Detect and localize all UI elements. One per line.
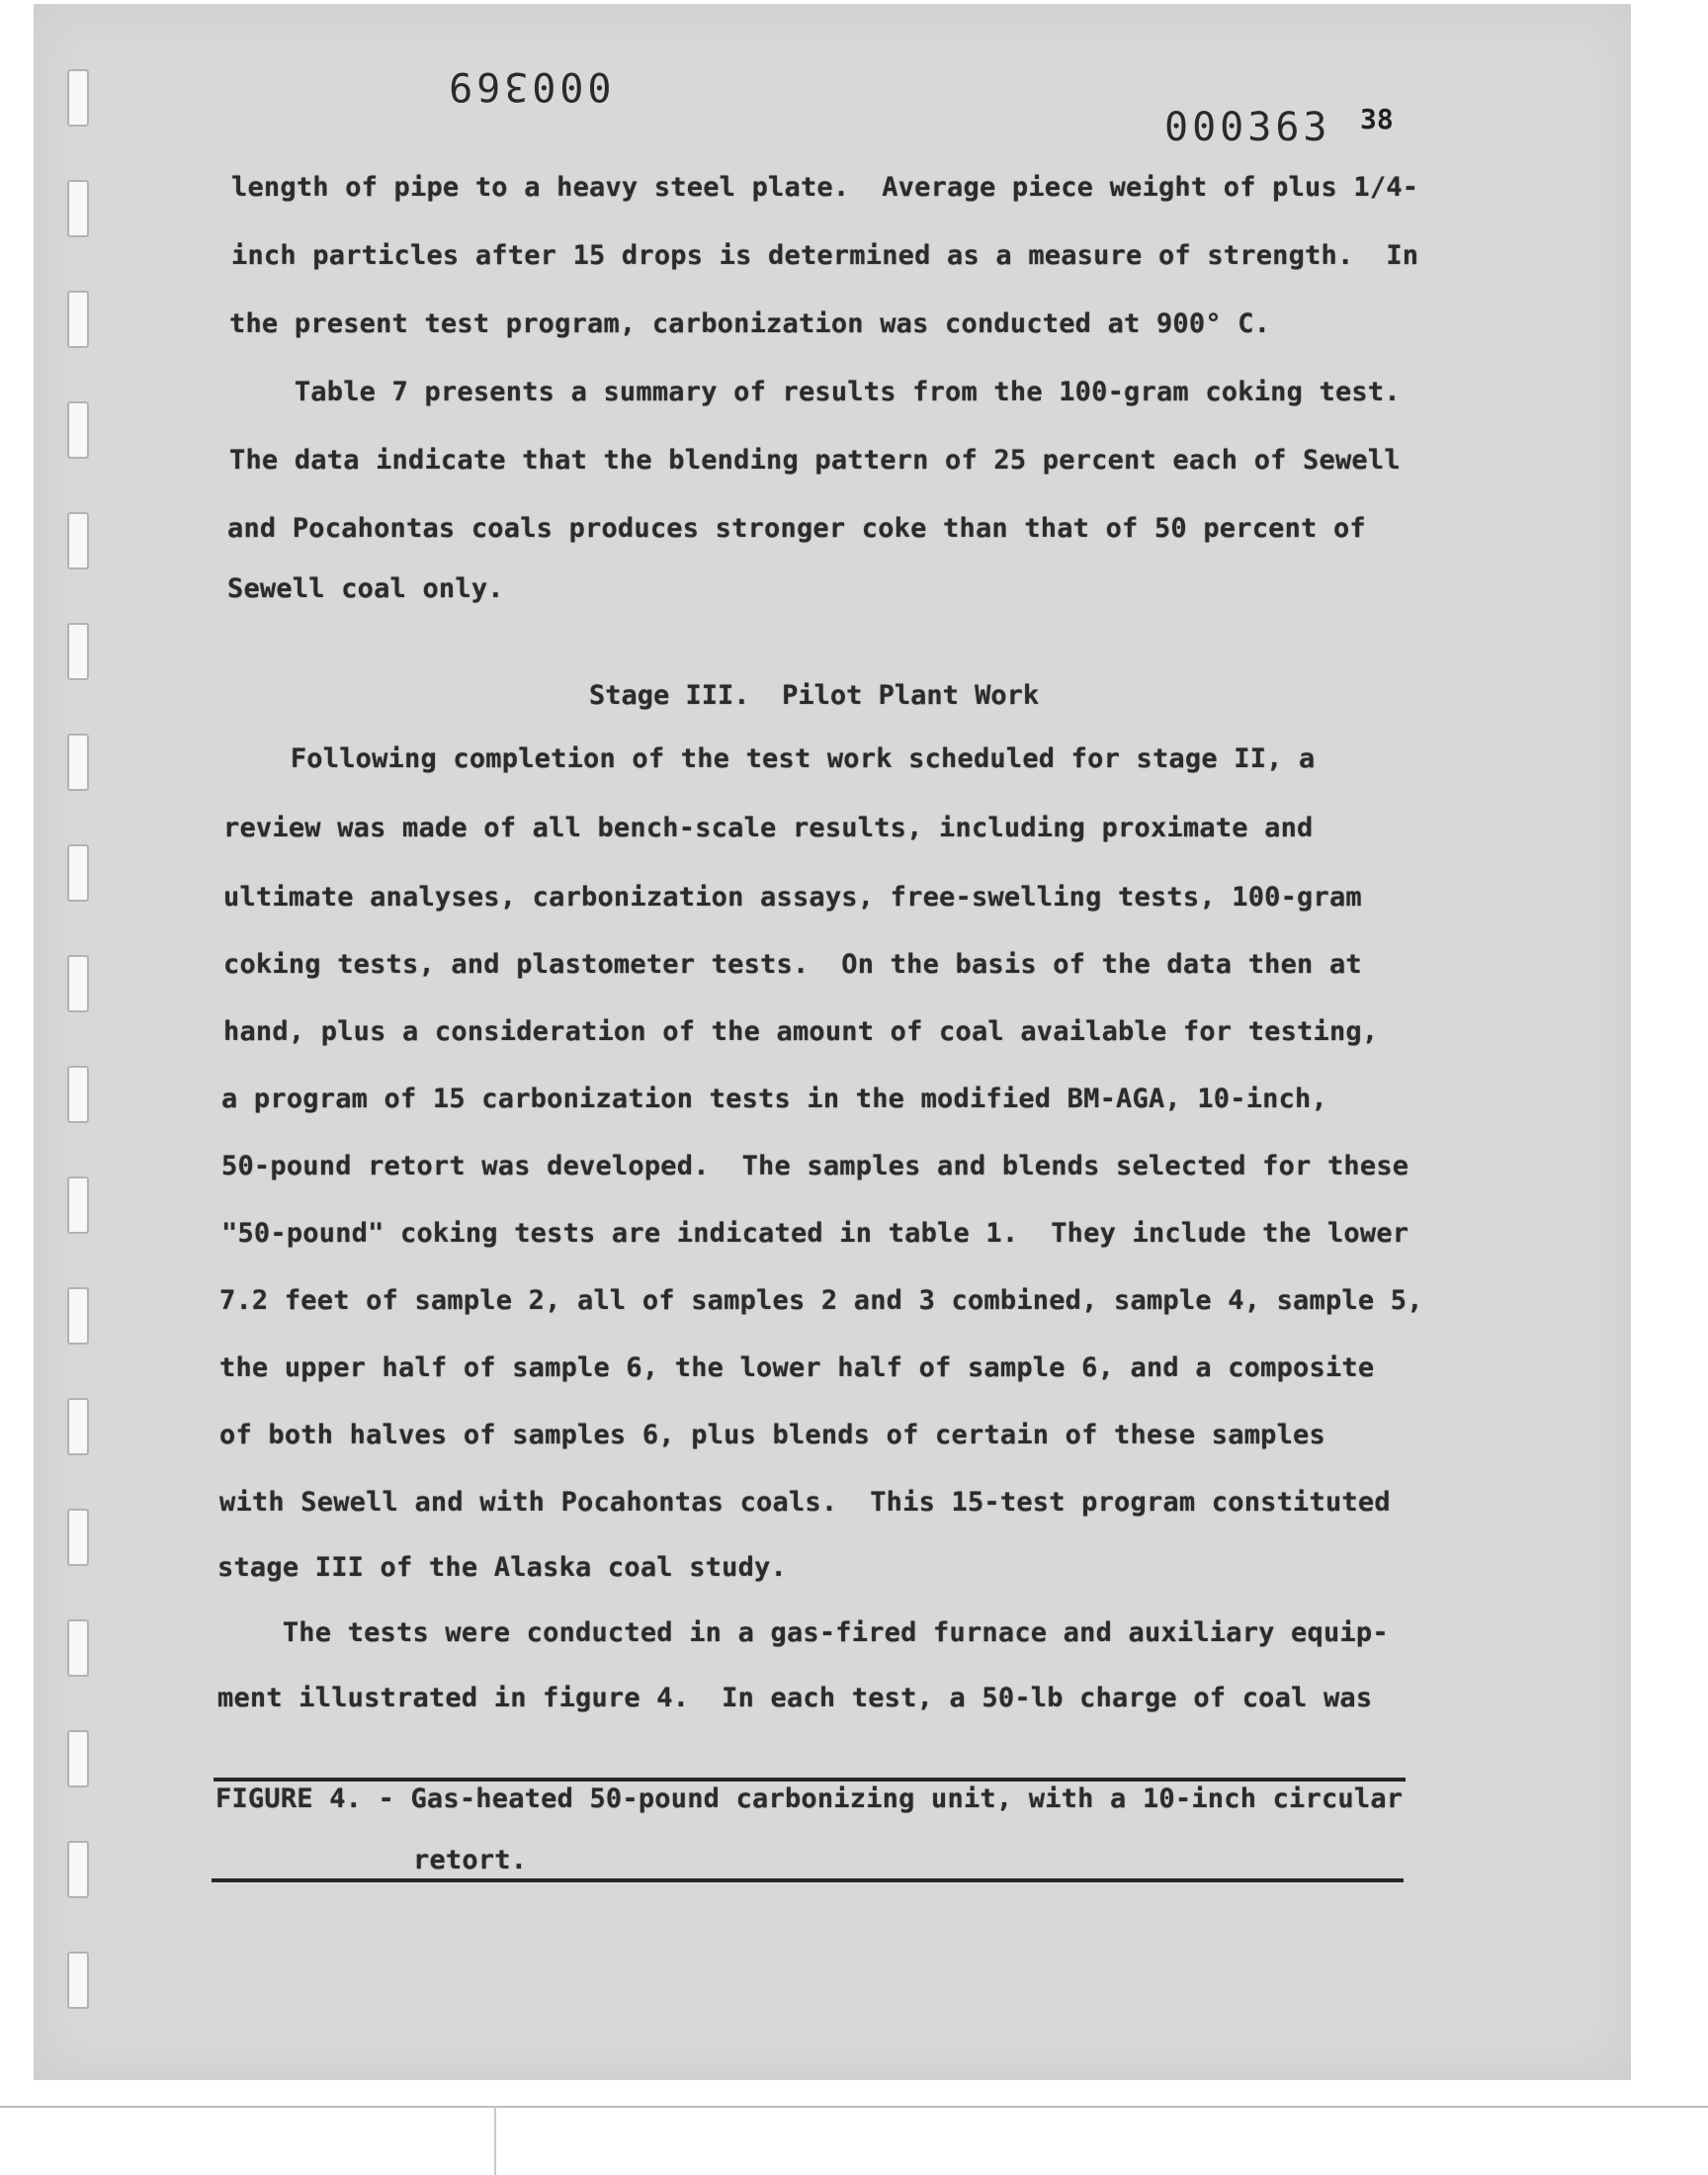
text-line: Table 7 presents a summary of results from the 100-gram coking test. [229,377,1401,407]
text-line: Following completion of the test work scheduled for stage II, a [225,743,1316,774]
text-line: coking tests, and plastometer tests. On the basis of the data then at [223,949,1362,980]
scan-edge-tick [494,2106,496,2175]
text-line: ultimate analyses, carbonization assays, free-swelling tests, 100-gram [223,882,1362,913]
text-line: stage III of the Alaska coal study. [217,1552,787,1583]
text-line: with Sewell and with Pocahontas coals. This 15-test program constituted [219,1487,1391,1518]
binder-hole [67,512,89,569]
text-line: a program of 15 carbonization tests in the modified BM-AGA, 10-inch, [221,1084,1327,1114]
text-line: review was made of all bench-scale results, including proximate and [223,813,1314,843]
binder-hole [67,1066,89,1123]
figure-caption-line: retort. [413,1845,528,1875]
binder-hole [67,734,89,791]
text-line: inch particles after 15 drops is determined as a measure of strength. In [231,240,1419,271]
binder-hole [67,1398,89,1455]
text-line: length of pipe to a heavy steel plate. Average piece weight of plus 1/4- [231,172,1419,203]
text-line: the upper half of sample 6, the lower half of sample 6, and a composite [219,1352,1375,1383]
section-heading: Stage III. Pilot Plant Work [589,680,1040,711]
binder-hole [67,955,89,1012]
binder-hole [67,69,89,127]
binder-hole [67,1841,89,1898]
caption-rule-top [214,1778,1406,1782]
binder-hole [67,1176,89,1234]
text-line: "50-pound" coking tests are indicated in table 1. They include the lower [221,1218,1409,1249]
caption-rule-bottom [212,1878,1404,1882]
page-number: 38 [1360,103,1394,135]
text-line: hand, plus a consideration of the amount of coal available for testing, [223,1016,1379,1047]
text-line: ment illustrated in figure 4. In each test, a 50-lb charge of coal was [217,1683,1373,1713]
binder-hole [67,1619,89,1677]
binder-hole [67,180,89,237]
text-line: The tests were conducted in a gas-fired furnace and auxiliary equip- [217,1617,1389,1648]
figure-caption-line: FIGURE 4. - Gas-heated 50-pound carbonizing unit, with a 10-inch circular [215,1784,1404,1814]
text-line: Sewell coal only. [227,573,504,604]
binder-hole [67,1287,89,1345]
binder-hole [67,1509,89,1566]
binder-hole [67,1952,89,2009]
text-line: the present test program, carbonization was conducted at 900° C. [229,308,1271,339]
text-line: 50-pound retort was developed. The samples and blends selected for these [221,1151,1409,1181]
binder-hole [67,844,89,902]
binder-hole [67,1730,89,1787]
text-line: and Pocahontas coals produces stronger coke than that of 50 percent of [227,513,1366,544]
text-line: The data indicate that the blending pattern of 25 percent each of Sewell [229,445,1401,476]
serial-stamp-right: 000363 [1164,105,1331,150]
serial-stamp-left: 000369 [445,63,612,109]
binder-hole [67,623,89,680]
binder-hole [67,291,89,348]
binder-hole [67,401,89,459]
scan-edge-line [0,2106,1708,2108]
text-line: of both halves of samples 6, plus blends of certain of these samples [219,1420,1325,1450]
text-line: 7.2 feet of sample 2, all of samples 2 and 3 combined, sample 4, sample 5, [219,1285,1423,1316]
